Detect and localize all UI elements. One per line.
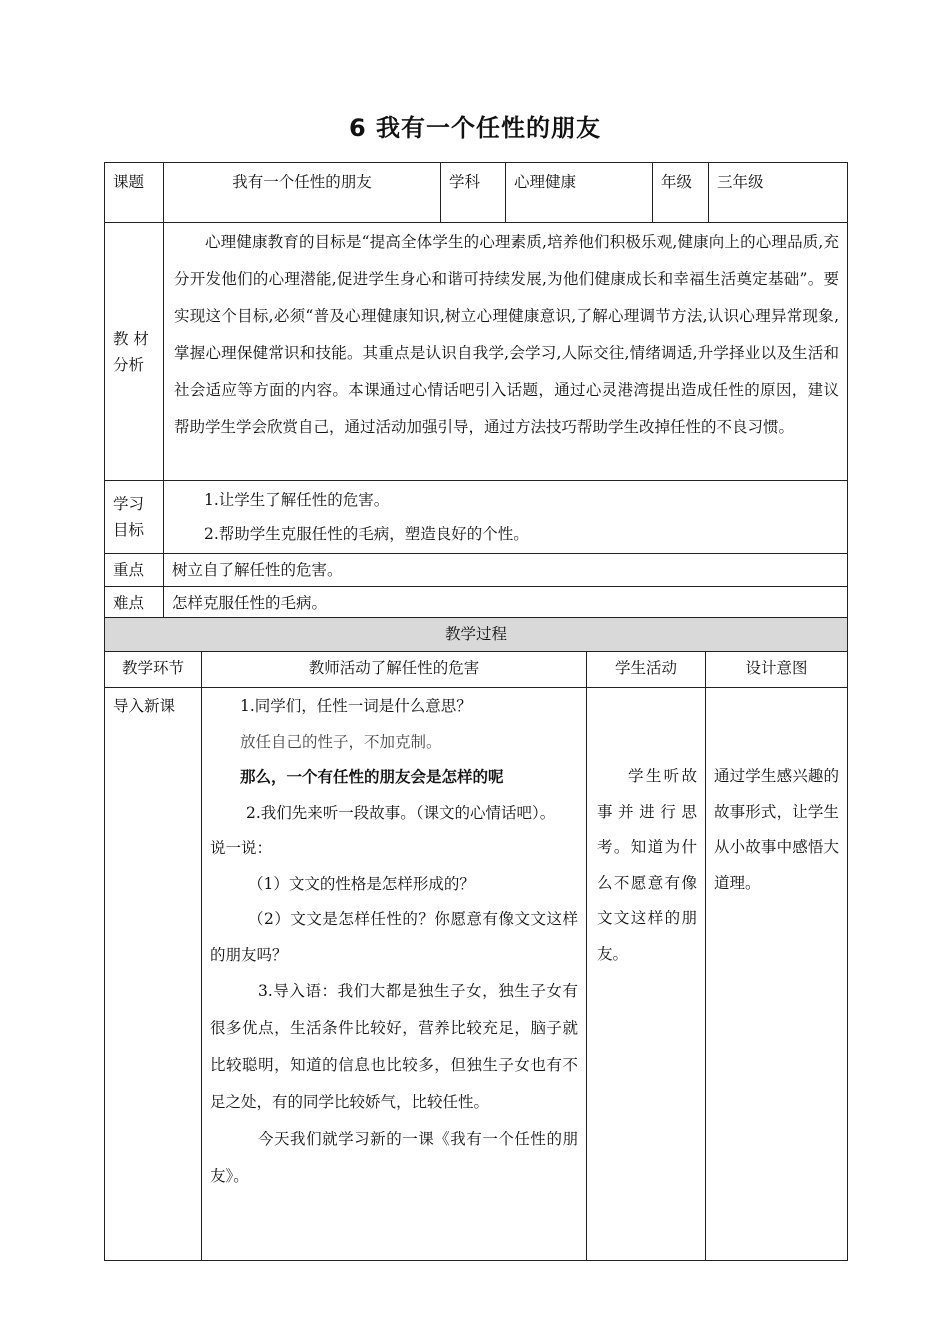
column-header-intent: 设计意图 bbox=[706, 652, 848, 688]
grade-label: 年级 bbox=[653, 163, 709, 223]
stage-cell: 导入新课 bbox=[105, 688, 202, 1261]
topic-label: 课题 bbox=[105, 163, 164, 223]
teacher-line-5: 说一说： bbox=[210, 839, 273, 857]
lesson-info-table bbox=[104, 162, 848, 620]
design-intent: 通过学生感兴趣的故事形式，让学生从小故事中感悟大道理。 bbox=[714, 767, 840, 892]
analysis-label: 教 材 分析 bbox=[105, 223, 164, 481]
difficulty-value: 怎样克服任性的毛病。 bbox=[164, 587, 848, 620]
column-header-teacher: 教师活动了解任性的危害 bbox=[202, 652, 587, 688]
goals-label: 学习 目标 bbox=[105, 481, 164, 554]
teacher-line-4: 2.我们先来听一段故事。（课文的心情话吧）。 bbox=[246, 803, 556, 822]
process-title: 教学过程 bbox=[105, 618, 848, 652]
column-header-stage: 教学环节 bbox=[105, 652, 202, 688]
teacher-line-3: 那么，一个有任性的朋友会是怎样的呢 bbox=[240, 768, 504, 786]
goal-item-1: 1.让学生了解任性的危害。 bbox=[204, 491, 390, 509]
teacher-line-1: 1.同学们，任性一词是什么意思？ bbox=[240, 697, 472, 715]
key-point-label: 重点 bbox=[105, 554, 164, 587]
key-point-value: 树立自了解任性的危害。 bbox=[164, 554, 848, 587]
difficulty-label: 难点 bbox=[105, 587, 164, 620]
student-activity: 学生听故事并进行思考。知道为什么不愿意有像文文这样的朋友。 bbox=[597, 767, 697, 963]
analysis-text: 心理健康教育的目标是“提高全体学生的心理素质,培养他们积极乐观,健康向上的心理品质,充分开发他们的心理潜能,促进学生身心和谐可持续发展,为他们健康成长和幸福生活奠定基础”。要实现这个目标,必须“普及心理健康知识,树立心理健康意识,了解心理调节方法,认识心理异常现象,掌握心理保健常识和技能。其重点是认识自我学,会学习,人际交往,情绪调适,升学择业以及生活和社会适应等方面的内容。本课通过心情话吧引入话题，通过心灵港湾提出造成任性的原因，建议帮助学生学会欣赏自己，通过活动加强引导，通过方法技巧帮助学生改掉任性的不良习惯。 bbox=[174, 233, 839, 436]
teacher-line-9: 今天我们就学习新的一课《我有一个任性的朋友》。 bbox=[210, 1130, 578, 1185]
teacher-line-6: （1）文文的性格是怎样形成的？ bbox=[248, 874, 475, 893]
subject-value: 心理健康 bbox=[506, 163, 653, 223]
subject-label: 学科 bbox=[441, 163, 506, 223]
column-header-student: 学生活动 bbox=[587, 652, 706, 688]
teacher-line-8: 3.导入语：我们大都是独生子女，独生子女有很多优点，生活条件比较好，营养比较充足，脑子就比较聪明，知道的信息也比较多，但独生子女也有不足之处，有的同学比较娇气，比较任性。 bbox=[210, 982, 578, 1111]
teacher-line-2: 放任自己的性子，不加克制。 bbox=[240, 732, 442, 751]
goal-item-2: 2.帮助学生克服任性的毛病，塑造良好的个性。 bbox=[204, 525, 529, 543]
page-title: 6 我有一个任性的朋友 bbox=[348, 114, 602, 142]
teaching-process-table bbox=[104, 617, 848, 1261]
grade-value: 三年级 bbox=[709, 163, 848, 223]
topic-value: 我有一个任性的朋友 bbox=[164, 163, 441, 223]
teacher-line-7: （2）文文是怎样任性的？你愿意有像文文这样的朋友吗？ bbox=[210, 910, 578, 964]
